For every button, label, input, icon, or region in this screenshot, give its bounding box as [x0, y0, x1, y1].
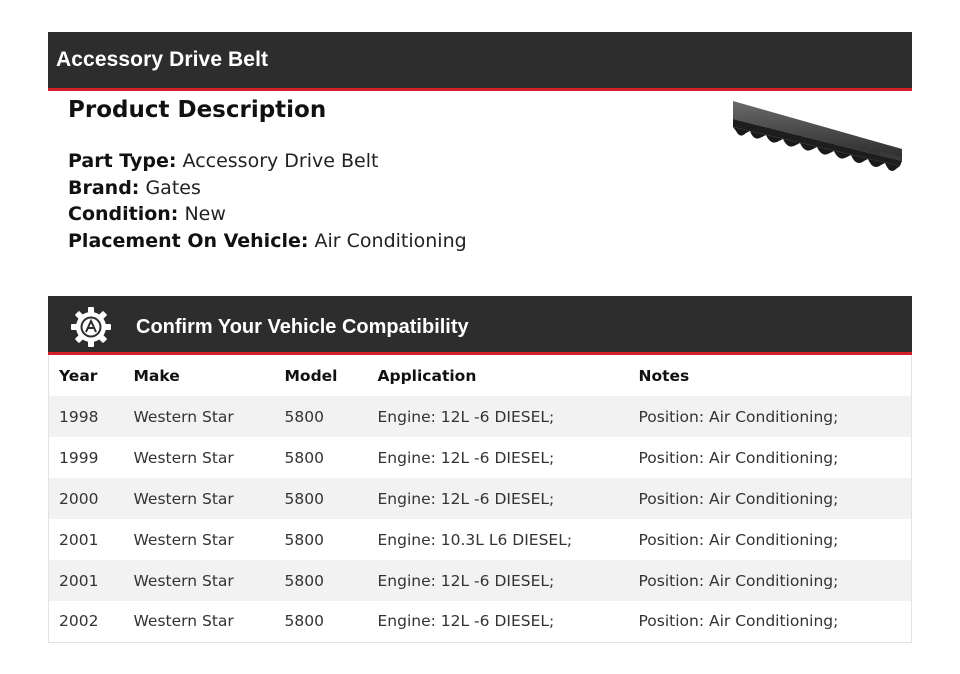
spec-label: Part Type:	[68, 150, 177, 172]
spec-value: Gates	[145, 176, 201, 199]
cell-year: 2002	[49, 601, 124, 642]
table-row	[49, 437, 912, 478]
cell-year: 2001	[49, 560, 124, 601]
cell-notes: Position: Air Conditioning;	[629, 437, 912, 478]
table-row	[49, 601, 912, 642]
product-header-bar	[48, 32, 912, 91]
product-description	[68, 97, 688, 254]
cell-make: Western Star	[124, 437, 275, 478]
cell-notes: Position: Air Conditioning;	[629, 478, 912, 519]
cell-year: 2000	[49, 478, 124, 519]
spec-label: Placement On Vehicle:	[68, 229, 309, 252]
spec-placement	[68, 228, 688, 255]
column-header-application: Application	[368, 355, 629, 396]
gear-logo-icon	[69, 305, 113, 349]
cell-year: 1998	[49, 396, 124, 437]
table-header-row	[49, 355, 912, 396]
spec-condition	[68, 201, 688, 228]
cell-notes: Position: Air Conditioning;	[629, 560, 912, 601]
compatibility-title: Confirm Your Vehicle Compatibility	[136, 316, 469, 338]
column-header-model: Model	[275, 355, 368, 396]
product-title: Accessory Drive Belt	[56, 48, 269, 71]
cell-model: 5800	[275, 396, 368, 437]
cell-application: Engine: 12L -6 DIESEL;	[368, 560, 629, 601]
cell-application: Engine: 12L -6 DIESEL;	[368, 437, 629, 478]
spec-value: Accessory Drive Belt	[182, 150, 379, 172]
table-row	[49, 519, 912, 560]
column-header-make: Make	[124, 355, 275, 396]
cell-model: 5800	[275, 519, 368, 560]
spec-label: Brand:	[68, 176, 140, 199]
cell-application: Engine: 12L -6 DIESEL;	[368, 478, 629, 519]
table-row	[49, 478, 912, 519]
spec-label: Condition:	[68, 203, 179, 225]
table-row	[49, 560, 912, 601]
table-row	[49, 396, 912, 437]
cell-notes: Position: Air Conditioning;	[629, 601, 912, 642]
cell-make: Western Star	[124, 601, 275, 642]
cell-year: 1999	[49, 437, 124, 478]
cell-year: 2001	[49, 519, 124, 560]
belt-product-image	[730, 99, 905, 183]
compatibility-header-bar	[48, 296, 912, 355]
column-header-notes: Notes	[629, 355, 912, 396]
spec-value: New	[184, 203, 226, 225]
cell-application: Engine: 10.3L L6 DIESEL;	[368, 519, 629, 560]
cell-make: Western Star	[124, 560, 275, 601]
column-header-year: Year	[49, 355, 124, 396]
cell-model: 5800	[275, 560, 368, 601]
spec-value: Air Conditioning	[314, 229, 467, 252]
compatibility-table	[48, 355, 912, 643]
spec-part-type	[68, 148, 688, 175]
cell-model: 5800	[275, 478, 368, 519]
cell-make: Western Star	[124, 519, 275, 560]
cell-model: 5800	[275, 437, 368, 478]
cell-make: Western Star	[124, 478, 275, 519]
spec-brand	[68, 175, 688, 202]
cell-application: Engine: 12L -6 DIESEL;	[368, 601, 629, 642]
cell-notes: Position: Air Conditioning;	[629, 396, 912, 437]
cell-model: 5800	[275, 601, 368, 642]
description-heading: Product Description	[68, 97, 327, 123]
cell-notes: Position: Air Conditioning;	[629, 519, 912, 560]
cell-make: Western Star	[124, 396, 275, 437]
cell-application: Engine: 12L -6 DIESEL;	[368, 396, 629, 437]
